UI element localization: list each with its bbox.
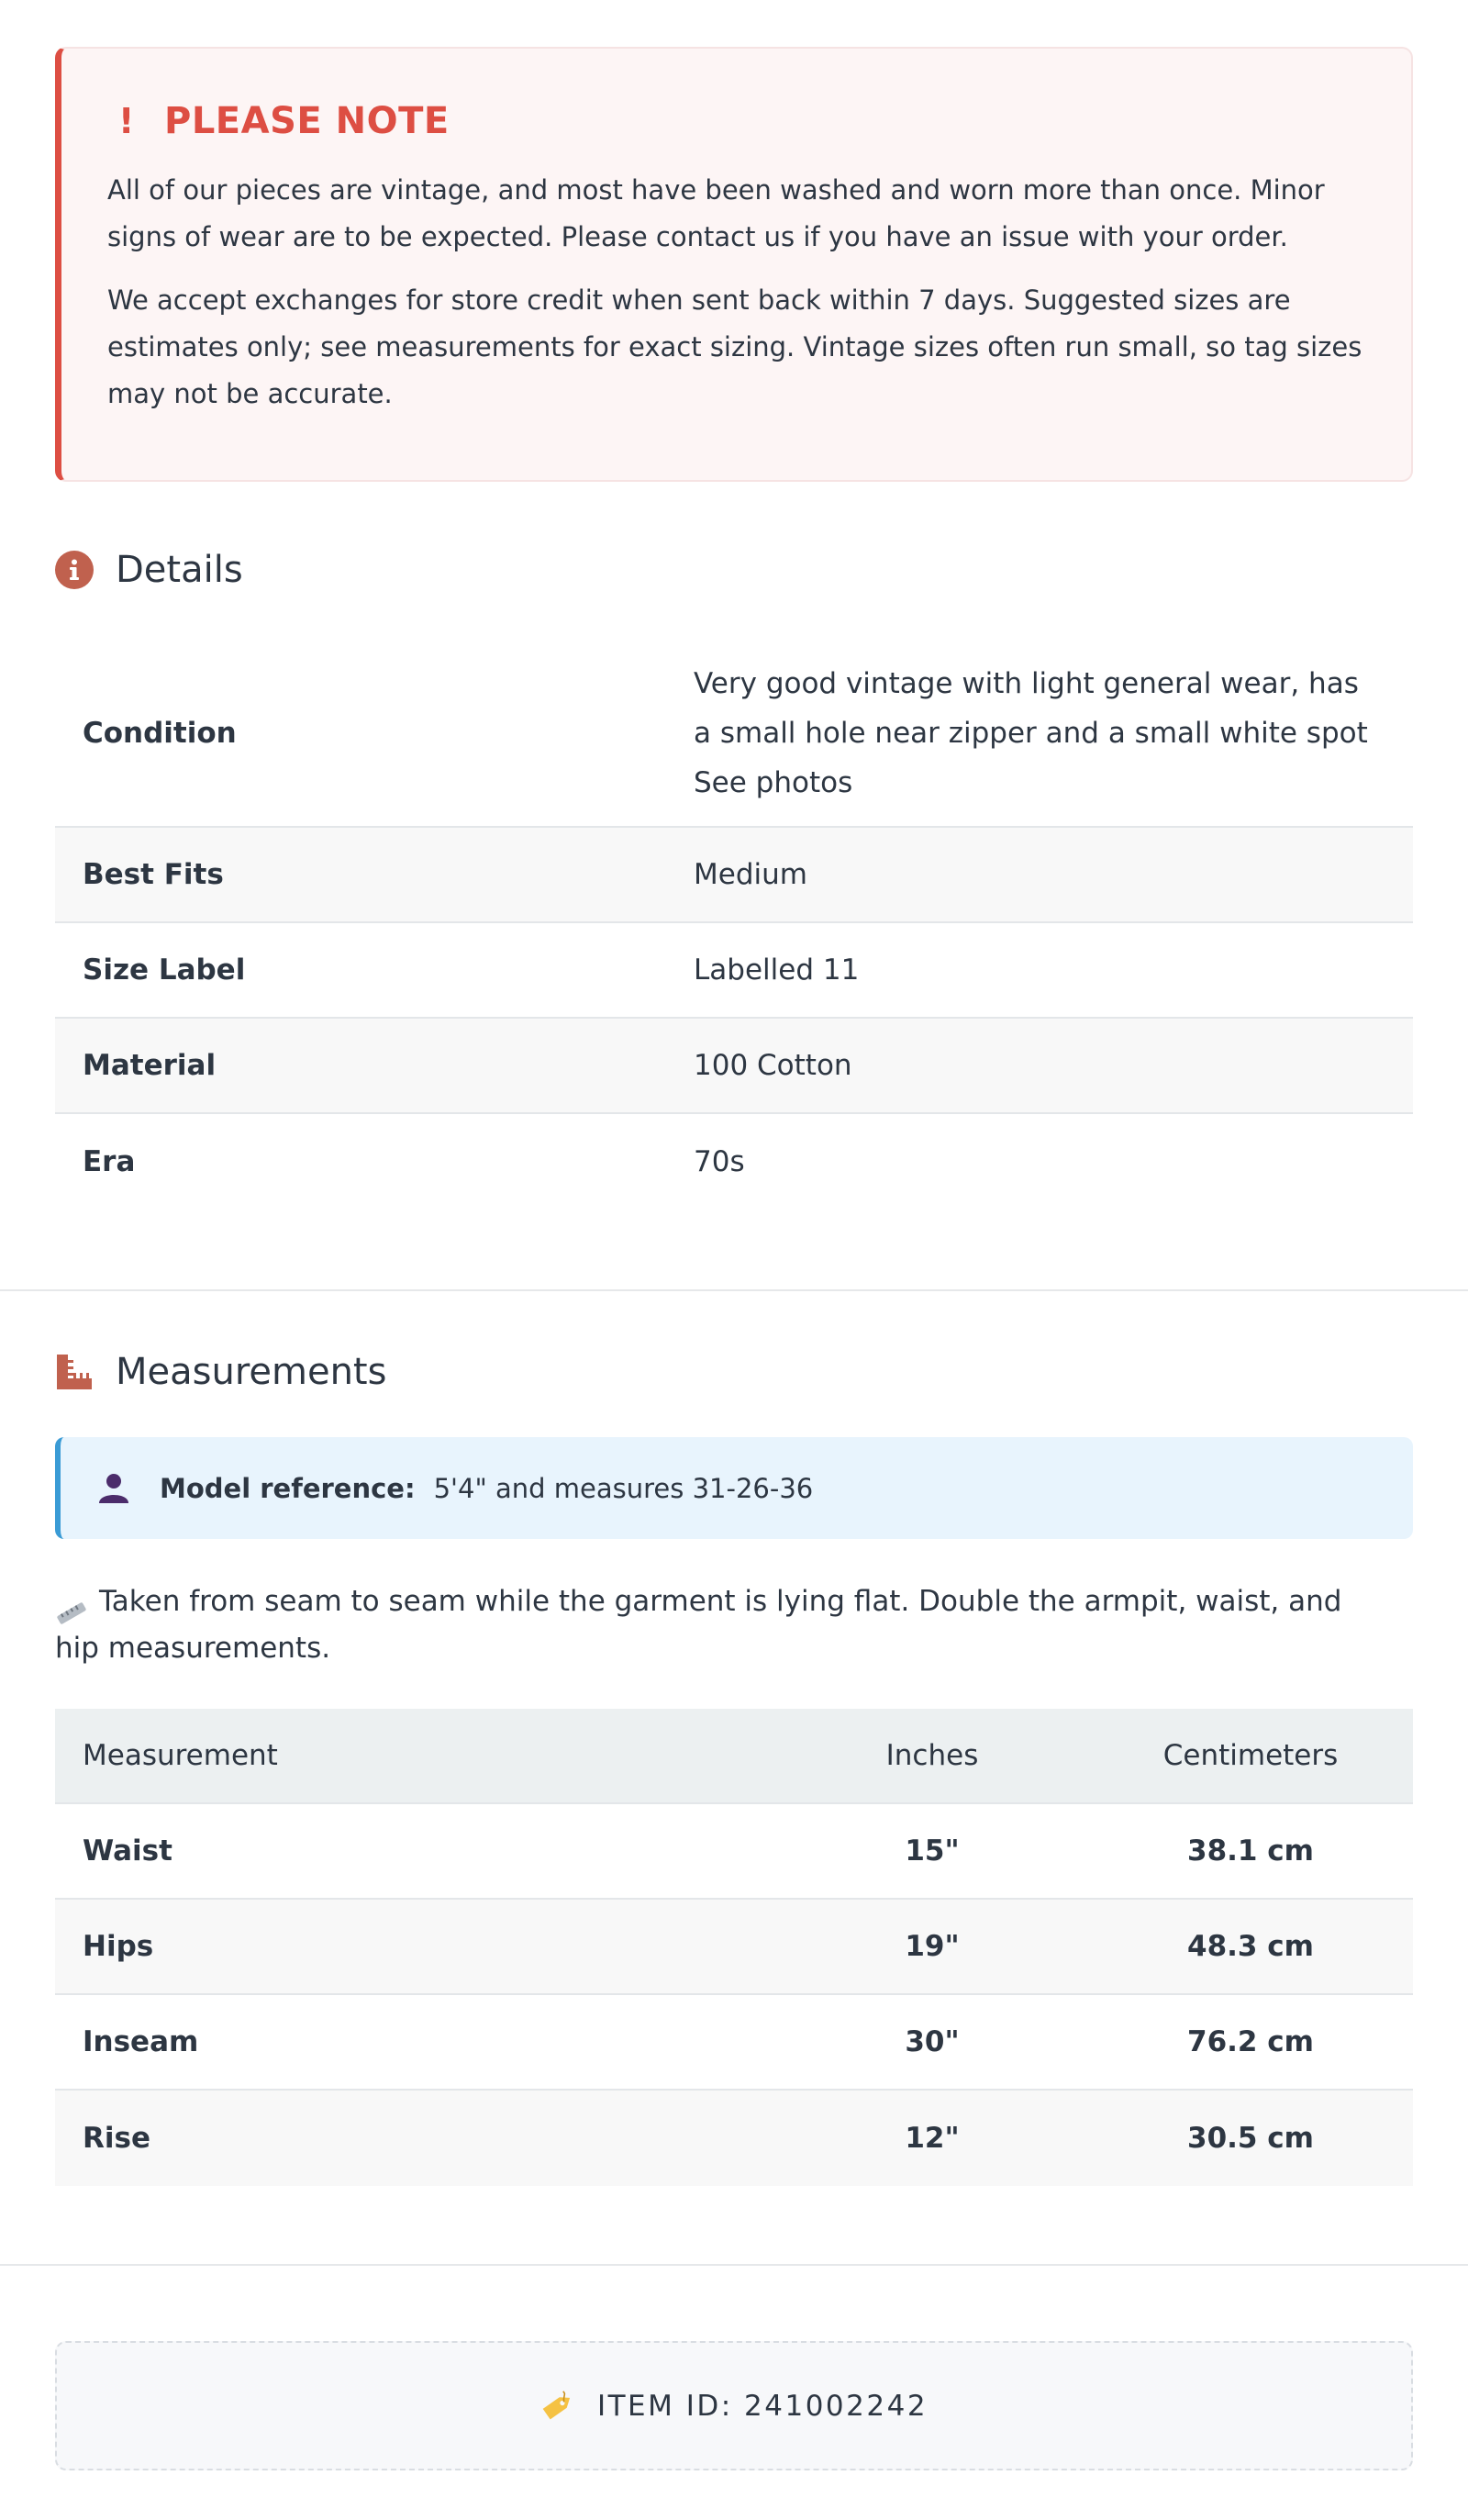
detail-value-size-label: Labelled 11 xyxy=(694,953,860,987)
detail-label-material: Material xyxy=(83,1049,217,1082)
measurement-cm: 48.3 cm xyxy=(1187,1930,1314,1963)
measurement-name: Rise xyxy=(83,2122,150,2155)
ruler-icon xyxy=(55,1592,88,1614)
ruler-icon xyxy=(55,1353,94,1391)
column-header-centimeters: Centimeters xyxy=(1162,1739,1339,1772)
detail-label-condition: Condition xyxy=(83,716,237,750)
measurements-table xyxy=(55,1709,1413,2186)
detail-value-era: 70s xyxy=(694,1145,745,1178)
item-id-text: ITEM ID: 241002242 xyxy=(596,2389,929,2423)
table-row xyxy=(55,1900,1413,1995)
measurement-cm: 76.2 cm xyxy=(1187,2025,1314,2058)
measurement-note-text: Taken from seam to seam while the garment is lying flat. Double the armpit, waist, and hip measurements. xyxy=(55,1585,1342,1665)
note-paragraph-2: We accept exchanges for store credit when sent back within 7 days. Suggested sizes are estimates only; see measurements for exact sizing. Vintage sizes often run small, so tag sizes may not be accurate. xyxy=(107,284,1362,409)
table-row xyxy=(55,923,1413,1019)
table-row xyxy=(55,828,1413,923)
item-id-box xyxy=(55,2341,1413,2470)
column-header-measurement: Measurement xyxy=(83,1739,278,1772)
detail-value-best-fits: Medium xyxy=(694,858,807,891)
person-icon xyxy=(97,1472,130,1505)
model-reference-value: 5'4" and measures 31-26-36 xyxy=(433,1472,814,1504)
section-divider xyxy=(0,2264,1468,2266)
tag-icon xyxy=(540,2389,575,2424)
detail-value-condition: Very good vintage with light general wear, has a small hole near zipper and a small white spot See photos xyxy=(694,666,1368,799)
table-row xyxy=(55,1995,1413,2091)
exclamation-icon: ! xyxy=(118,101,135,141)
detail-value-material: 100 Cotton xyxy=(694,1049,852,1082)
details-table xyxy=(55,640,1413,1210)
detail-label-era: Era xyxy=(83,1145,136,1178)
please-note-box xyxy=(55,47,1413,482)
table-row xyxy=(55,1804,1413,1900)
table-header-row xyxy=(55,1709,1413,1804)
detail-label-best-fits: Best Fits xyxy=(83,858,224,891)
table-row xyxy=(55,1114,1413,1210)
detail-label-size-label: Size Label xyxy=(83,953,246,987)
measurement-name: Hips xyxy=(83,1930,154,1963)
section-divider xyxy=(0,1289,1468,1291)
measurement-inches: 30" xyxy=(905,2025,960,2058)
measurement-cm: 30.5 cm xyxy=(1187,2122,1314,2155)
measurement-note xyxy=(55,1578,1358,1672)
details-title: Details xyxy=(116,549,243,591)
table-row xyxy=(55,2091,1413,2186)
table-row xyxy=(55,1019,1413,1114)
measurement-inches: 12" xyxy=(905,2122,960,2155)
note-header xyxy=(107,98,1365,144)
note-paragraph-1: All of our pieces are vintage, and most have been washed and worn more than once. Minor signs of wear are to be expected. Please contact us if you have an issue with your order. xyxy=(107,174,1325,252)
measurements-title: Measurements xyxy=(116,1351,387,1393)
model-reference-label: Model reference: xyxy=(160,1472,416,1504)
note-title: PLEASE NOTE xyxy=(164,100,450,142)
measurement-inches: 15" xyxy=(905,1834,960,1868)
column-header-inches: Inches xyxy=(885,1739,979,1772)
measurement-inches: 19" xyxy=(905,1930,960,1963)
measurement-name: Inseam xyxy=(83,2025,199,2058)
measurement-cm: 38.1 cm xyxy=(1187,1834,1314,1868)
measurement-name: Waist xyxy=(83,1834,172,1868)
info-circle-icon xyxy=(55,551,94,589)
table-row xyxy=(55,640,1413,828)
details-heading xyxy=(55,549,243,591)
model-reference-box xyxy=(55,1437,1413,1539)
measurements-heading xyxy=(55,1351,386,1393)
